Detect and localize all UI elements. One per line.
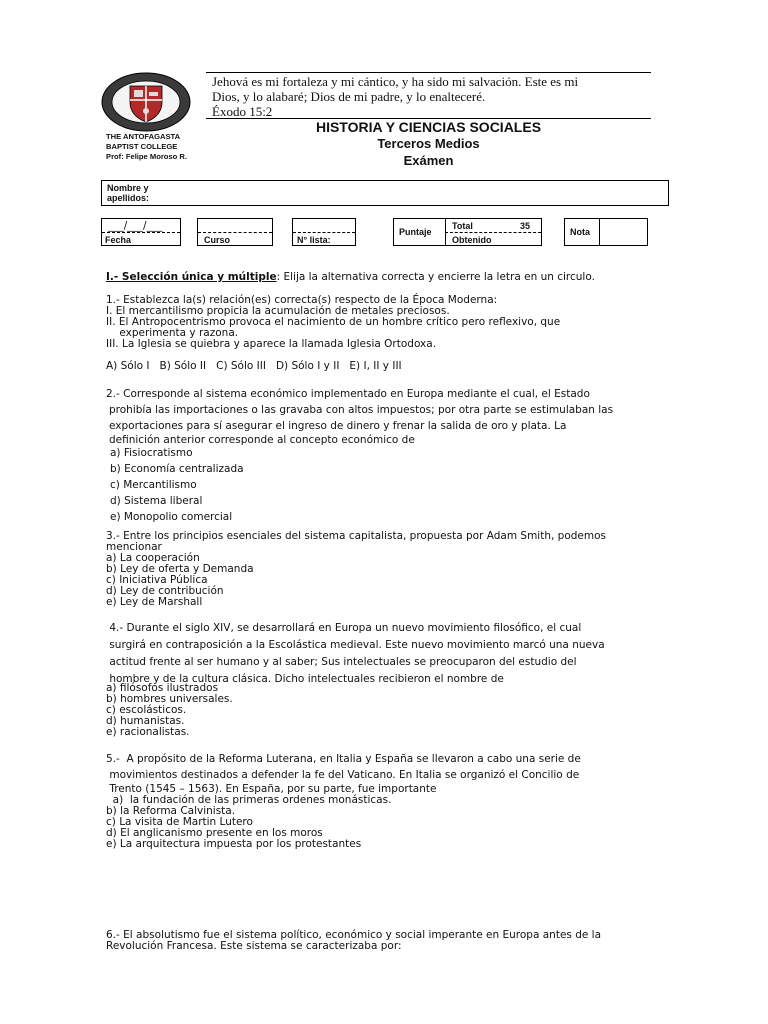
section-instruction: : Elija la alternativa correcta y encierre la letra en un circulo. [276, 271, 595, 283]
q1-line: experimenta y razona. [106, 327, 239, 339]
q2-option-d[interactable]: d) Sistema liberal [110, 495, 203, 507]
q3-option-a[interactable]: a) La cooperación [106, 552, 200, 564]
course-field[interactable] [197, 218, 273, 246]
name-field[interactable] [101, 180, 669, 206]
section-heading-line [106, 272, 595, 283]
score-label: Puntaje [399, 227, 432, 237]
q3-option-d[interactable]: d) Ley de contribución [106, 585, 224, 597]
q6-line: 6.- El absolutismo fue el sistema político, económico y social imperante en Europa antes de la [106, 929, 602, 941]
q4-line: surgirá en contraposición a la Escolástica medieval. Este nuevo movimiento marcó una nueva [106, 639, 605, 651]
list-divider [293, 232, 355, 233]
school-name [106, 132, 187, 162]
score-divider-horizontal [445, 232, 541, 233]
q5-option-d[interactable]: d) El anglicanismo presente en los moros [106, 827, 323, 839]
quote-reference: Éxodo 15:2 [212, 104, 273, 119]
q4-options [106, 683, 233, 738]
q4-option-c[interactable]: c) escolásticos. [106, 704, 187, 716]
q4-option-d[interactable]: d) humanistas. [106, 715, 185, 727]
q2-line: definición anterior corresponde al concepto económico de [109, 434, 415, 446]
subject-title: HISTORIA Y CIENCIAS SOCIALES [315, 119, 542, 135]
q4-line: hombre y de la cultura clásica. Dicho intelectuales recibieron el nombre de [106, 673, 504, 685]
q3-option-e[interactable]: e) Ley de Marshall [106, 596, 203, 608]
q3-option-c[interactable]: c) Iniciativa Pública [106, 574, 208, 586]
list-number-field[interactable] [292, 218, 356, 246]
name-label-line-1: Nombre y [107, 183, 149, 193]
obtained-label[interactable]: Obtenido [452, 235, 492, 245]
q5-line: Trento (1545 – 1563). En España, por su parte, fue importante [106, 783, 437, 795]
q5-options [106, 795, 391, 850]
q4-line: 4.- Durante el siglo XIV, se desarrollará en Europa un nuevo movimiento filosófico, el cual [106, 622, 582, 634]
q2-option-c[interactable]: c) Mercantilismo [110, 479, 197, 491]
course-label: Curso [204, 235, 231, 245]
course-subtitle: Terceros Medios [377, 136, 480, 151]
question-6 [106, 930, 666, 952]
total-label: Total [452, 221, 473, 231]
q1-line: II. El Antropocentrismo provoca el nacimiento de un hombre crítico pero reflexivo, que [106, 316, 561, 328]
grade-label: Nota [570, 227, 590, 237]
date-field[interactable] [101, 218, 181, 246]
q2-option-a[interactable]: a) Fisiocratismo [110, 447, 193, 459]
q2-option-b[interactable]: b) Economía centralizada [110, 463, 244, 475]
q4-option-a[interactable]: a) filósofos ilustrados [106, 682, 219, 694]
q5-option-a[interactable]: a) la fundación de las primeras ordenes monásticas. [106, 794, 392, 806]
q2-option-e[interactable]: e) Monopolio comercial [110, 511, 233, 523]
question-4 [106, 620, 666, 688]
quote-top-rule [206, 72, 651, 73]
q4-option-e[interactable]: e) racionalistas. [106, 726, 190, 738]
q5-line: movimientos destinados a defender la fe del Vaticano. En Italia se organizó el Concilio de [106, 769, 580, 781]
question-1 [106, 295, 666, 350]
q4-line: actitud frente al ser humano y al saber; Sus intelectuales se preocuparon del estudio del [106, 656, 577, 668]
quote-line-2: Dios, y lo alabaré; Dios de mi padre, y lo enalteceré. [212, 89, 486, 104]
q6-line: Revolución Francesa. Este sistema se caracterizaba por: [106, 940, 402, 952]
q2-options [110, 445, 244, 525]
total-value: 35 [520, 221, 531, 231]
q2-line: prohibía las importaciones o las gravaba con altos impuestos; por otra parte se estimulaban las [109, 404, 614, 416]
q2-line: exportaciones para sí asegurar el ingreso de dinero y frenar la salida de oro y plata. La [109, 420, 567, 432]
question-2 [106, 386, 666, 446]
quote-line-1: Jehová es mi fortaleza y mi cántico, y ha sido mi salvación. Este es mi [212, 74, 579, 89]
q3-line: mencionar [106, 541, 162, 553]
school-logo [100, 72, 192, 132]
exam-title: Exámen [403, 153, 454, 168]
teacher-name: Prof: Felipe Moroso R. [106, 152, 188, 161]
q1-line: III. La Iglesia se quiebra y aparece la llamada Iglesia Ortodoxa. [106, 338, 437, 350]
q4-option-b[interactable]: b) hombres universales. [106, 693, 233, 705]
q5-line: 5.- A propósito de la Reforma Luterana, en Italia y España se llevaron a cabo una serie de [106, 753, 581, 765]
school-line-2: BAPTIST COLLEGE [106, 142, 178, 151]
name-label-line-2: apellidos: [107, 193, 150, 203]
list-label: N° lista: [297, 235, 331, 245]
grade-divider [599, 219, 600, 245]
q1-options[interactable]: A) Sólo I B) Sólo II C) Sólo III D) Sólo I y II E) I, II y III [106, 360, 402, 372]
date-label: Fecha [105, 235, 132, 245]
q5-option-b[interactable]: b) la Reforma Calvinista. [106, 805, 236, 817]
course-divider [198, 232, 272, 233]
q1-line: 1.- Establezca la(s) relación(es) correcta(s) respecto de la Época Moderna: [106, 294, 498, 306]
section-heading: I.- Selección única y múltiple [106, 271, 277, 283]
q3-option-b[interactable]: b) Ley de oferta y Demanda [106, 563, 254, 575]
question-5 [106, 751, 666, 796]
q1-line: I. El mercantilismo propicia la acumulación de metales preciosos. [106, 305, 450, 317]
q5-option-c[interactable]: c) La visita de Martin Lutero [106, 816, 253, 828]
q2-line: 2.- Corresponde al sistema económico implementado en Europa mediante el cual, el Estado [106, 388, 590, 400]
school-line-1: THE ANTOFAGASTA [106, 132, 181, 141]
question-3 [106, 531, 666, 608]
name-label [107, 183, 149, 203]
grade-field[interactable] [564, 218, 648, 246]
bible-quote [212, 74, 652, 119]
date-divider [102, 232, 180, 233]
q5-option-e[interactable]: e) La arquitectura impuesta por los protestantes [106, 838, 362, 850]
date-blank: ___/___/___ [108, 220, 163, 232]
score-field [393, 218, 542, 246]
q3-line: 3.- Entre los principios esenciales del sistema capitalista, propuesta por Adam Smith, podemos [106, 530, 607, 542]
